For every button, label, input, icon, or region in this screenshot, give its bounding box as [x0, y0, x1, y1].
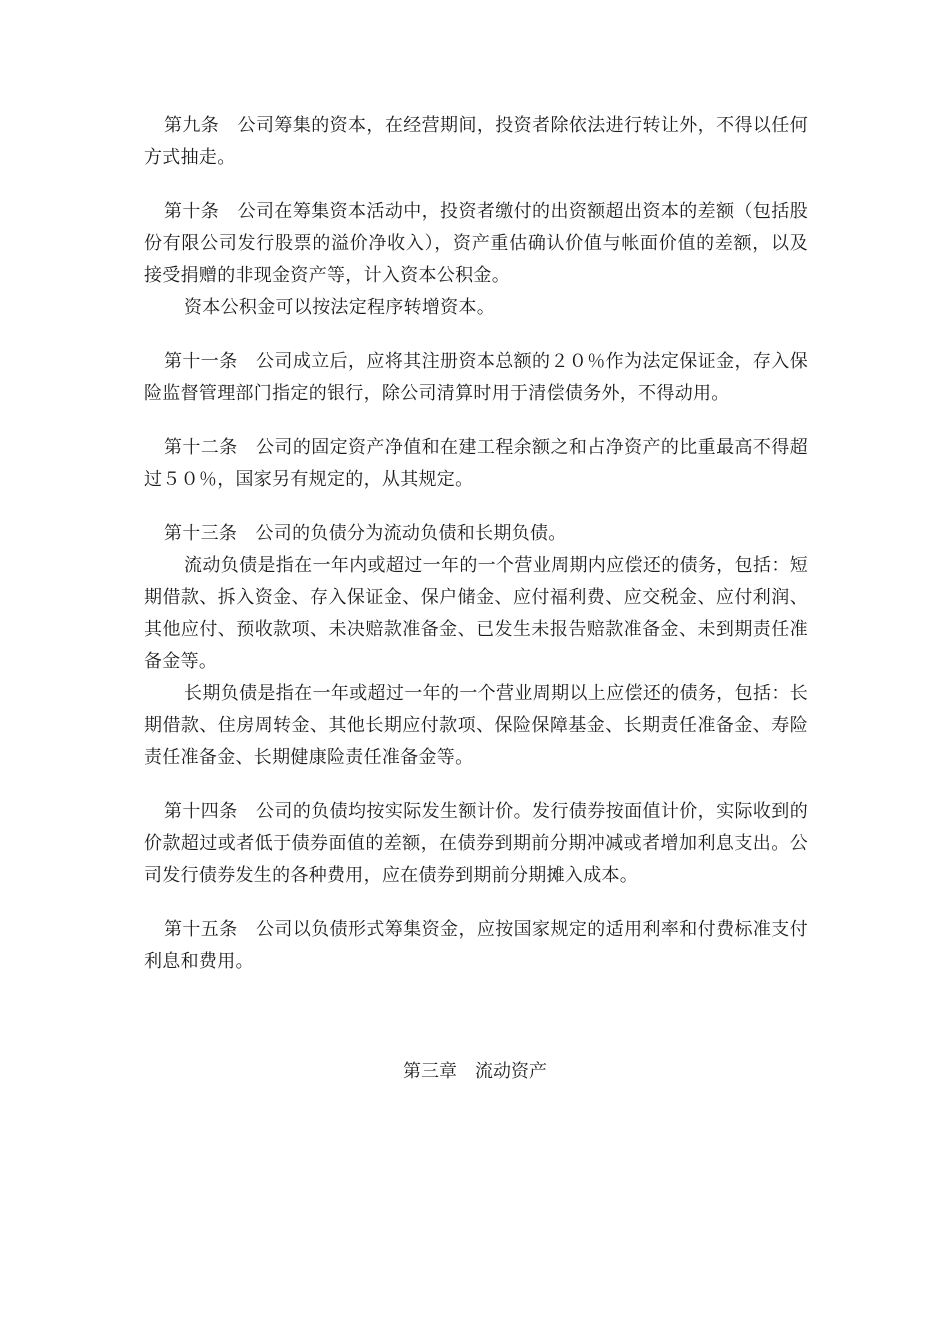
- article-13-current-liabilities: 流动负债是指在一年内或超过一年的一个营业周期内应偿还的债务，包括：短期借款、拆入资金、存入保证金、保户储金、应付福利费、应交税金、应付利润、其他应付、预收款项、未决赔款准备金、已发生未报告赔款准备金、未到期责任准备金等。: [144, 555, 808, 672]
- paragraph-gap: [144, 174, 808, 196]
- paragraph-gap: [144, 774, 808, 796]
- article-13: 第十三条 公司的负债分为流动负债和长期负债。: [164, 523, 567, 544]
- article-12: 第十二条 公司的固定资产净值和在建工程余额之和占净资产的比重最高不得超过５０％，国家另有规定的，从其规定。: [144, 437, 808, 490]
- article-10: 第十条 公司在筹集资本活动中，投资者缴付的出资额超出资本的差额（包括股份有限公司发行股票的溢价净收入），资产重估确认价值与帐面价值的差额，以及接受捐赠的非现金资产等，计入资本公积金。: [144, 201, 808, 286]
- article-14: 第十四条 公司的负债均按实际发生额计价。发行债券按面值计价，实际收到的价款超过或者低于债券面值的差额，在债券到期前分期冲减或者增加利息支出。公司发行债券发生的各种费用，应在债券到期前分期摊入成本。: [144, 801, 808, 886]
- chapter-heading: 第三章 流动资产: [403, 1061, 547, 1082]
- paragraph-gap: [144, 892, 808, 914]
- article-15: 第十五条 公司以负债形式筹集资金，应按国家规定的适用利率和付费标准支付利息和费用。: [144, 919, 808, 972]
- paragraph-gap: [144, 496, 808, 518]
- article-11: 第十一条 公司成立后，应将其注册资本总额的２０％作为法定保证金，存入保险监督管理部门指定的银行，除公司清算时用于清偿债务外，不得动用。: [144, 351, 808, 404]
- article-13-long-term-liabilities: 长期负债是指在一年或超过一年的一个营业周期以上应偿还的债务，包括：长期借款、住房周转金、其他长期应付款项、保险保障基金、长期责任准备金、寿险责任准备金、长期健康险责任准备金等。: [144, 683, 808, 768]
- article-9: 第九条 公司筹集的资本，在经营期间，投资者除依法进行转让外，不得以任何方式抽走。: [144, 115, 808, 168]
- article-10-clause: 资本公积金可以按法定程序转增资本。: [184, 297, 496, 318]
- paragraph-gap: [144, 324, 808, 346]
- paragraph-gap: [144, 410, 808, 432]
- document-body: [144, 110, 808, 978]
